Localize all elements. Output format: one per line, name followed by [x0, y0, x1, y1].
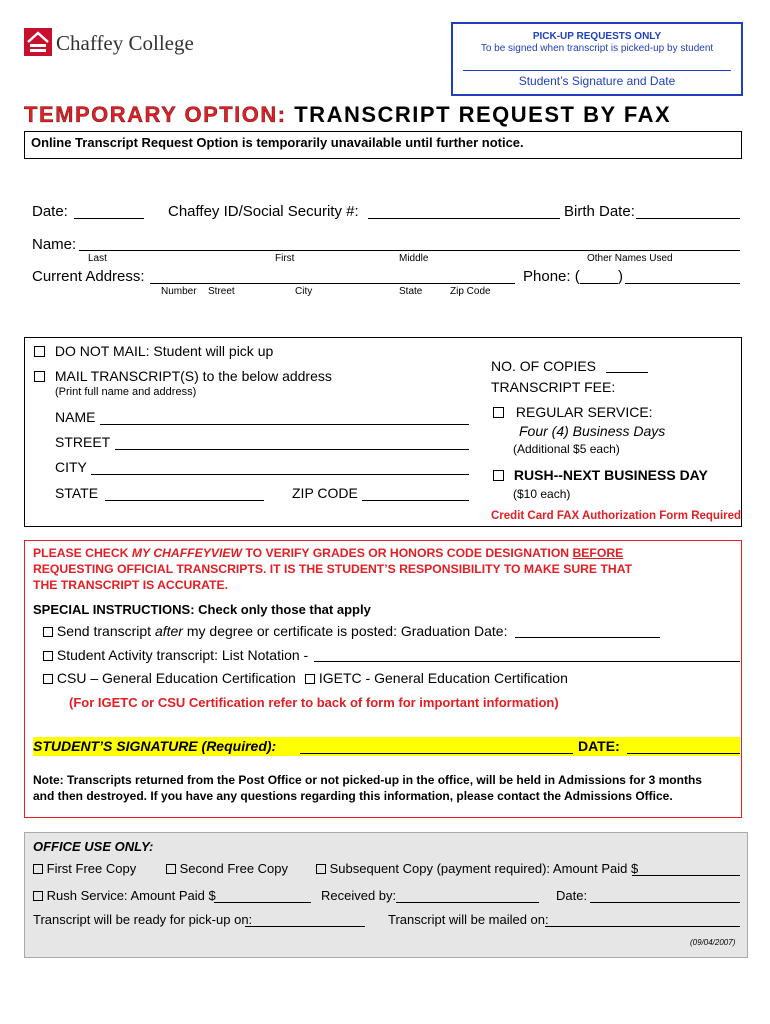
subsequent-label: Subsequent Copy (payment required): Amount Paid $ [329, 861, 639, 876]
pickup-signature-label: Student’s Signature and Date [518, 74, 676, 88]
college-name: Chaffey College [56, 31, 194, 55]
mail-street-label: STREET [55, 434, 111, 450]
do-not-mail-option[interactable] [34, 343, 273, 359]
office-first-copy[interactable] [33, 861, 136, 876]
date-field[interactable] [74, 218, 144, 219]
opt-activity[interactable] [43, 647, 308, 663]
mail-transcript-option[interactable] [34, 368, 332, 384]
page-title [24, 102, 671, 128]
name-sub-last: Last [88, 253, 107, 264]
activity-label: Student Activity transcript: List Notation - [56, 647, 309, 663]
do-not-mail-label: DO NOT MAIL: Student will pick up [54, 343, 274, 359]
office-date-label: Date: [556, 888, 588, 903]
date-label: Date: [32, 203, 68, 220]
special-instructions-heading: SPECIAL INSTRUCTIONS: Check only those that apply [33, 602, 371, 617]
id-field[interactable] [368, 218, 560, 219]
mail-city-label: CITY [55, 459, 87, 475]
addr-sub-zip: Zip Code [450, 286, 491, 297]
office-rush-checkbox[interactable] [33, 891, 43, 901]
igetc-label: IGETC - General Education Certification [318, 670, 568, 686]
addr-sub-city: City [295, 286, 313, 297]
print-note: (Print full name and address) [55, 386, 197, 398]
opt-after-degree[interactable] [43, 623, 507, 639]
name-sub-middle: Middle [399, 253, 429, 264]
igetc-checkbox[interactable] [305, 674, 315, 684]
address-label: Current Address: [32, 268, 145, 285]
addr-sub-state: State [399, 286, 423, 297]
copies-field[interactable] [606, 372, 648, 373]
do-not-mail-checkbox[interactable] [34, 346, 45, 357]
pickup-title: PICK-UP REQUESTS ONLY [532, 31, 662, 42]
signature-field[interactable] [300, 753, 573, 754]
pickup-ready-field[interactable] [245, 926, 365, 927]
birth-date-label: Birth Date: [564, 203, 635, 220]
name-sub-other: Other Names Used [587, 253, 673, 264]
second-copy-checkbox[interactable] [166, 864, 176, 874]
fee-label: TRANSCRIPT FEE: [491, 379, 616, 395]
activity-checkbox[interactable] [43, 651, 53, 661]
rush-amount-field[interactable] [214, 902, 311, 903]
addr-sub-street: Street [208, 286, 235, 297]
office-subsequent[interactable] [316, 861, 638, 876]
mail-name-label: NAME [55, 409, 96, 425]
office-use-title: OFFICE USE ONLY: [33, 839, 154, 854]
graduation-date-field[interactable] [515, 637, 660, 638]
subsequent-amount-field[interactable] [632, 875, 740, 876]
regular-service-checkbox[interactable] [493, 407, 504, 418]
copies-label: NO. OF COPIES [491, 358, 597, 374]
mail-transcript-label: MAIL TRANSCRIPT(S) to the below address [54, 368, 332, 384]
subsequent-checkbox[interactable] [316, 864, 326, 874]
name-label: Name: [32, 236, 77, 253]
rush-label: RUSH [513, 467, 554, 483]
second-copy-label: Second Free Copy [179, 861, 289, 876]
mail-state-label: STATE [55, 485, 99, 501]
received-field[interactable] [396, 902, 539, 903]
id-label: Chaffey ID/Social Security #: [168, 203, 359, 220]
mailed-label: Transcript will be mailed on: [388, 912, 549, 927]
phone-label: Phone: ( [523, 268, 580, 285]
office-rush-label: Rush Service: Amount Paid $ [46, 888, 216, 903]
regular-days: Four (4) Business Days [519, 423, 666, 439]
title-option: TEMPORARY OPTION: [24, 102, 287, 127]
mail-name-field[interactable] [100, 424, 469, 425]
verify-check: PLEASE CHECK [33, 546, 132, 560]
signature-date-field[interactable] [627, 753, 740, 754]
activity-notation-field[interactable] [314, 661, 740, 662]
notice-text: Online Transcript Request Option is temporarily unavailable until further notice. [31, 135, 524, 150]
mail-transcript-checkbox[interactable] [34, 371, 45, 382]
college-logo [24, 28, 52, 61]
verify-before: BEFORE [572, 546, 624, 560]
name-sub-first: First [275, 253, 295, 264]
regular-service-option[interactable] [493, 404, 653, 420]
name-field[interactable] [79, 250, 740, 251]
regular-cost: (Additional $5 each) [513, 442, 620, 456]
phone-paren: ) [618, 268, 623, 285]
mail-zip-field[interactable] [362, 500, 469, 501]
igetc-note: (For IGETC or CSU Certification refer to back of form for important information) [69, 695, 559, 710]
mail-city-field[interactable] [91, 474, 469, 475]
office-second-copy[interactable] [166, 861, 288, 876]
phone-field[interactable] [625, 283, 740, 284]
pickup-ready-label: Transcript will be ready for pick-up on: [33, 912, 253, 927]
mail-street-field[interactable] [115, 449, 469, 450]
pickup-signature-line[interactable] [463, 70, 731, 71]
college-logo-mark-icon [24, 28, 52, 56]
verify-line-1 [33, 546, 623, 560]
cc-note: Credit Card FAX Authorization Form Required [491, 510, 742, 522]
csu-label: CSU – General Education Certification [56, 670, 296, 686]
signature-date-label: DATE: [578, 738, 620, 754]
address-field[interactable] [150, 283, 515, 284]
after-degree-b: my degree or certificate is posted: Graduation Date: [182, 623, 508, 639]
opt-igetc[interactable] [305, 670, 568, 686]
csu-checkbox[interactable] [43, 674, 53, 684]
office-rush[interactable] [33, 888, 216, 903]
rush-cost: ($10 each) [513, 487, 571, 501]
opt-csu[interactable] [43, 670, 296, 686]
signature-label: STUDENT’S SIGNATURE (Required): [33, 738, 277, 754]
after-degree-checkbox[interactable] [43, 627, 53, 637]
office-date-field[interactable] [590, 902, 740, 903]
rush-option[interactable] [493, 467, 708, 483]
mailed-field[interactable] [545, 926, 740, 927]
addr-sub-number: Number [161, 286, 197, 297]
first-copy-label: First Free Copy [46, 861, 137, 876]
after-degree-a: Send transcript [56, 623, 155, 639]
verify-mid: TO VERIFY GRADES OR HONORS CODE DESIGNATION [242, 546, 573, 560]
verify-line-2: REQUESTING OFFICIAL TRANSCRIPTS. IT IS THE STUDENT’S RESPONSIBILITY TO MAKE SURE THAT [33, 562, 633, 576]
form-version: (09/04/2007) [690, 938, 736, 947]
first-copy-checkbox[interactable] [33, 864, 43, 874]
pickup-box [451, 22, 743, 96]
verify-chaffeyview: MY CHAFFEYVIEW [131, 546, 243, 560]
rush-checkbox[interactable] [493, 470, 504, 481]
hold-note-1: Note: Transcripts returned from the Post Office or not picked-up in the office, will be held in Admissions for 3 months [33, 773, 702, 787]
mail-zip-label: ZIP CODE [292, 485, 358, 501]
verify-line-3: THE TRANSCRIPT IS ACCURATE. [33, 578, 228, 592]
pickup-subtitle: To be signed when transcript is picked-up by student [480, 43, 714, 54]
hold-note-2: and then destroyed. If you have any questions regarding this information, please contact the Admissions Office. [33, 789, 673, 803]
birth-date-field[interactable] [636, 218, 740, 219]
notice-box [24, 131, 742, 159]
received-label: Received by: [321, 888, 397, 903]
rush-label-sub: --NEXT BUSINESS DAY [553, 467, 708, 483]
phone-area-field[interactable] [580, 283, 618, 284]
after-degree-i: after [154, 623, 183, 639]
regular-service-label: REGULAR SERVICE: [515, 404, 653, 420]
title-main: TRANSCRIPT REQUEST BY FAX [286, 102, 672, 127]
mail-state-field[interactable] [105, 500, 264, 501]
